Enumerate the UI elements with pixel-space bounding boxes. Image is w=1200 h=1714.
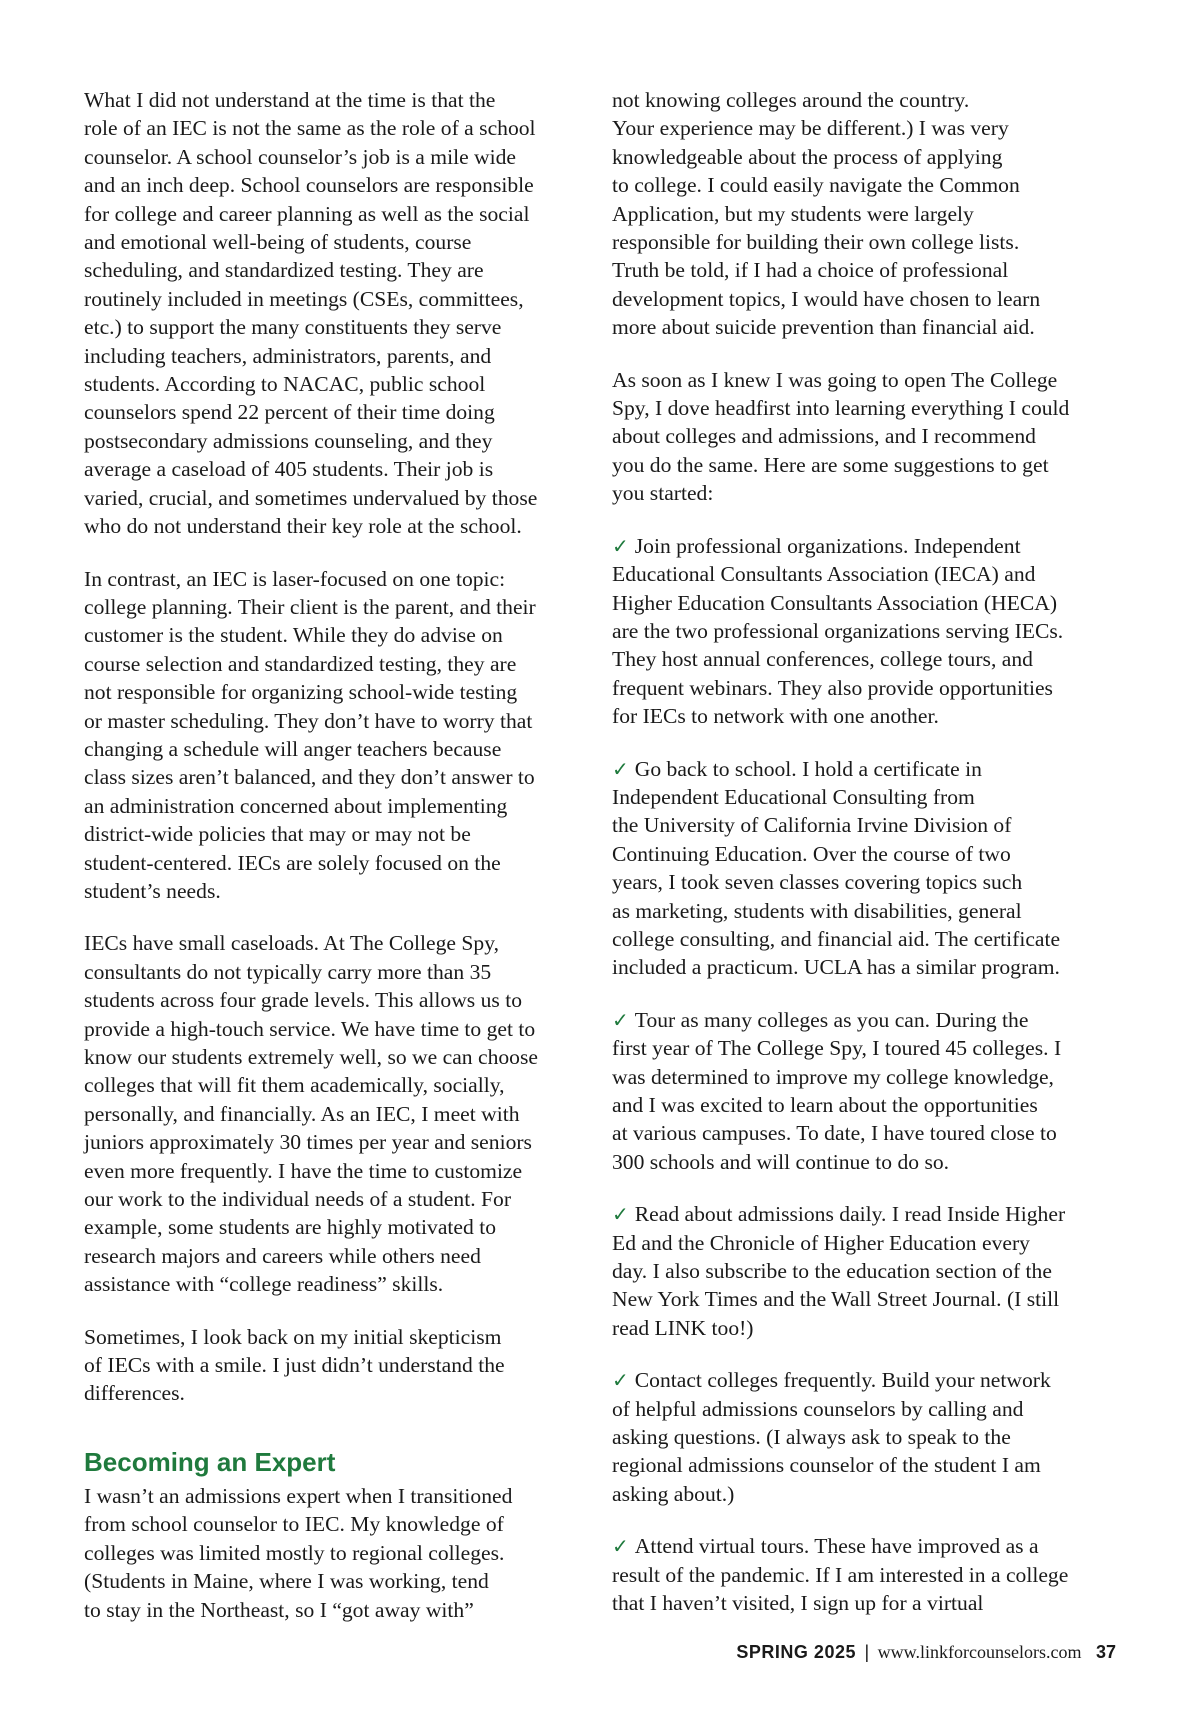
tip-item xyxy=(612,1366,1122,1508)
body-paragraph: not knowing colleges around the country. Your experience may be different.) I was very knowledgeable about the process of applying to college. I could easily navigate the Common Application, but my students were largely responsible for building their own college lists. Truth be told, if I had a choice of professional development topics, I would have chosen to learn more about suicide prevention than financial aid. xyxy=(612,88,1041,340)
tip-item xyxy=(612,755,1122,982)
tip-item xyxy=(612,1532,1122,1617)
body-paragraph: I wasn’t an admissions expert when I transitioned from school counselor to IEC. My knowledge of colleges was limited mostly to regional colleges. (Students in Maine, where I was working, tend to stay in the Northeast, so I “got away with” xyxy=(84,1483,513,1622)
tip-text: Attend virtual tours. These have improved as a result of the pandemic. If I am interested in a college that I haven’t visited, I sign up for a virtual xyxy=(612,1534,1069,1616)
left-column xyxy=(84,86,596,1648)
checkmark-icon: ✓ xyxy=(612,1202,629,1227)
tip-item xyxy=(612,1200,1122,1342)
tip-text: Join professional organizations. Independent Educational Consultants Association (IECA) and Higher Education Consultants Association (HECA) are the two professional organizations serving IECs. They host annual conferences, college tours, and frequent webinars. They also provide opportunities for IECs to network with one another. xyxy=(612,533,1064,729)
issue-label: SPRING 2025 xyxy=(736,1642,856,1662)
checkmark-icon: ✓ xyxy=(612,533,629,558)
tip-text: Read about admissions daily. I read Inside Higher Ed and the Chronicle of Higher Education every day. I also subscribe to the education section of the New York Times and the Wall Street Journal. (I still read LINK too!) xyxy=(612,1202,1066,1340)
section-heading: Becoming an Expert xyxy=(84,1446,336,1477)
checkmark-icon: ✓ xyxy=(612,756,629,781)
checkmark-icon: ✓ xyxy=(612,1007,629,1032)
tip-text: Contact colleges frequently. Build your network of helpful admissions counselors by calling and asking questions. (I always ask to speak to the regional admissions counselor of the student I am asking about.) xyxy=(612,1368,1051,1506)
tip-text: Go back to school. I hold a certificate in Independent Educational Consulting from the University of California Irvine Division of Continuing Education. Over the course of two years, I took seven classes covering topics such as marketing, students with disabilities, general college consulting, and financial aid. The certificate included a practicum. UCLA has a similar program. xyxy=(612,756,1061,980)
tip-text: Tour as many colleges as you can. During the first year of The College Spy, I toured 45 colleges. I was determined to improve my college knowledge, and I was excited to learn about the opportunities at various campuses. To date, I have toured close to 300 schools and will continue to do so. xyxy=(612,1007,1062,1174)
body-paragraph: What I did not understand at the time is that the role of an IEC is not the same as the role of a school counselor. A school counselor’s job is a mile wide and an inch deep. School counselors are responsible for college and career planning as well as the social and emotional well-being of students, course scheduling, and standardized testing. They are routinely included in meetings (CSEs, committees, etc.) to support the many constituents they serve including teachers, administrators, parents, and students. According to NACAC, public school counselors spend 22 percent of their time doing postsecondary admissions counseling, and they average a caseload of 405 students. Their job is varied, crucial, and sometimes undervalued by those who do not understand their key role at the school. xyxy=(84,88,538,539)
body-paragraph: As soon as I knew I was going to open The College Spy, I dove headfirst into learning everything I could about colleges and admissions, and I recommend you do the same. Here are some suggestions to get you started: xyxy=(612,367,1070,506)
page-footer xyxy=(736,1640,1116,1664)
checkmark-icon: ✓ xyxy=(612,1534,629,1559)
body-paragraph: Sometimes, I look back on my initial skepticism of IECs with a smile. I just didn’t understand the differences. xyxy=(84,1324,505,1406)
checkmark-icon: ✓ xyxy=(612,1368,629,1393)
right-column xyxy=(612,86,1122,1642)
body-paragraph: IECs have small caseloads. At The College Spy, consultants do not typically carry more than 35 students across four grade levels. This allows us to provide a high-touch service. We have time to get to know our students extremely well, so we can choose colleges that will fit them academically, socially, personally, and financially. As an IEC, I meet with juniors approximately 30 times per year and seniors even more frequently. I have the time to customize our work to the individual needs of a student. For example, some students are highly motivated to research majors and careers while others need assistance with “college readiness” skills. xyxy=(84,931,538,1297)
page-number: 37 xyxy=(1095,1642,1116,1662)
tip-item xyxy=(612,1006,1122,1176)
body-paragraph: In contrast, an IEC is laser-focused on one topic: college planning. Their client is the parent, and their customer is the student. While they do advise on course selection and standardized testing, they are not responsible for organizing school-wide testing or master scheduling. They don’t have to worry that changing a schedule will anger teachers because class sizes aren’t balanced, and they don’t answer to an administration concerned about implementing district-wide policies that may or may not be student-centered. IECs are solely focused on the student’s needs. xyxy=(84,566,536,903)
footer-separator: | xyxy=(864,1642,870,1662)
tip-item xyxy=(612,532,1122,731)
website-link[interactable]: www.linkforcounselors.com xyxy=(877,1642,1082,1662)
